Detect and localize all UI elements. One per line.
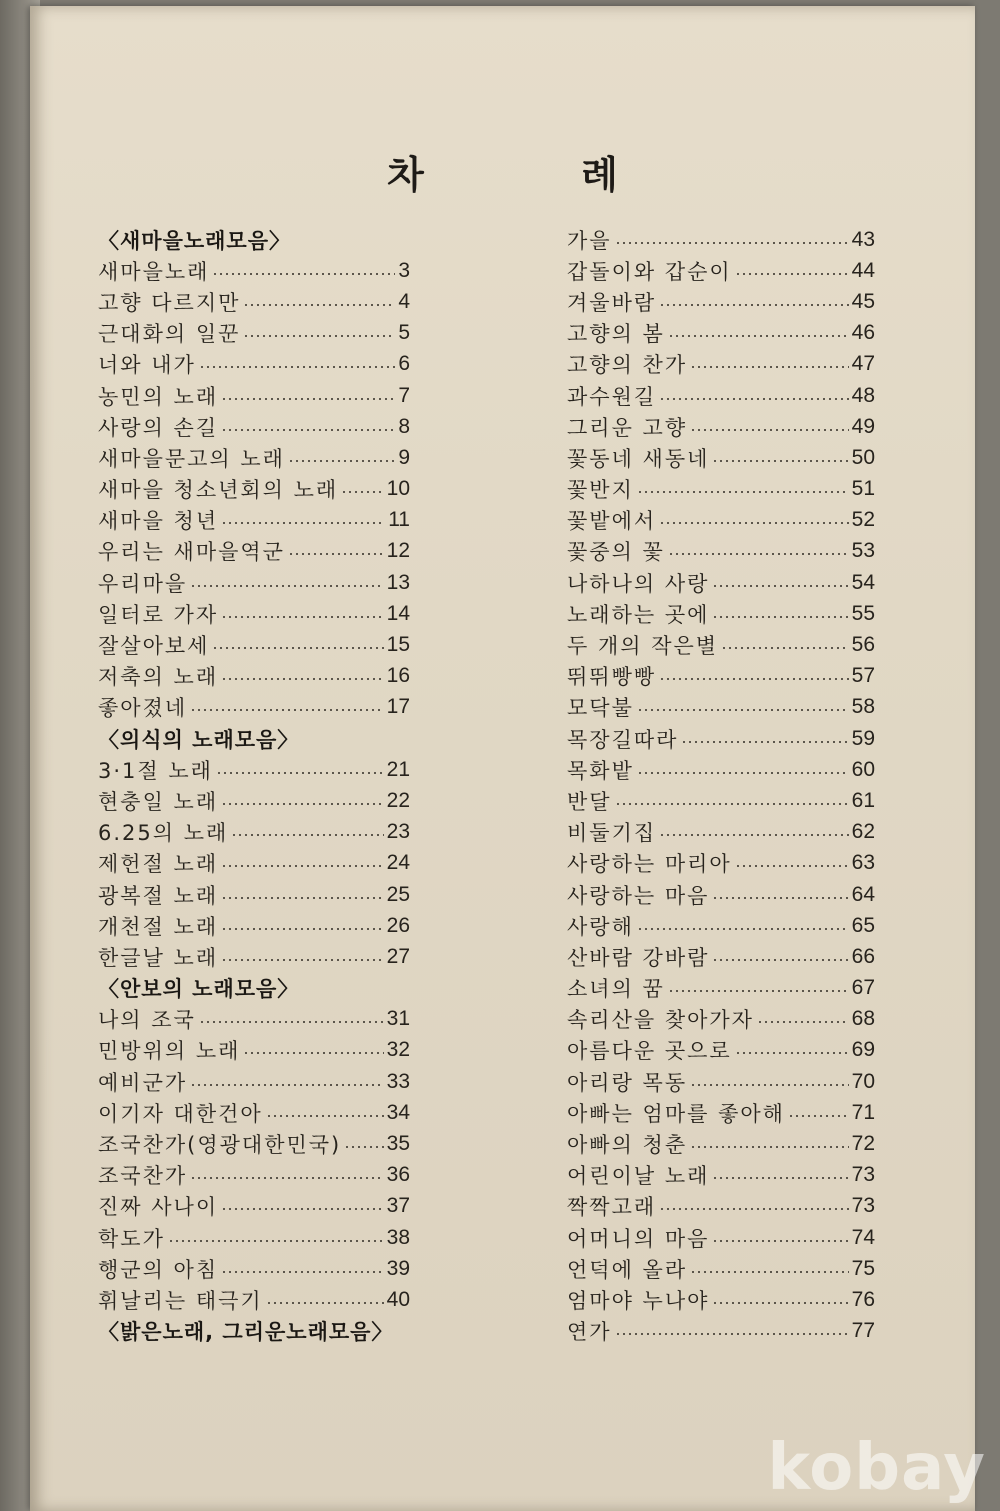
dot-leader	[288, 552, 384, 556]
song-title: 나하나의 사랑	[567, 571, 710, 596]
dot-leader	[288, 459, 395, 463]
dot-leader	[221, 677, 384, 681]
toc-section-heading	[98, 973, 410, 1004]
page-number: 11	[388, 508, 410, 532]
song-title: 어린이날 노래	[567, 1164, 710, 1189]
song-title: 6.25의 노래	[98, 821, 229, 846]
page-number: 62	[851, 820, 875, 844]
toc-entry	[567, 910, 875, 941]
dot-leader	[659, 1207, 848, 1211]
song-title: 민방위의 노래	[98, 1039, 241, 1064]
song-title: 비둘기집	[567, 821, 657, 846]
page-number: 63	[851, 851, 875, 875]
toc-entry	[98, 848, 410, 879]
toc-entry	[567, 692, 875, 723]
song-title: 나의 조국	[98, 1008, 196, 1033]
song-title: 새마을노래	[98, 259, 210, 284]
page-number: 25	[386, 882, 410, 906]
page-number: 65	[851, 913, 875, 937]
toc-entry	[98, 1191, 410, 1222]
song-title: 한글날 노래	[98, 945, 219, 970]
song-title: 언덕에 올라	[567, 1257, 688, 1282]
song-title: 고향의 찬가	[567, 353, 688, 378]
dot-leader	[341, 490, 383, 494]
page-number: 6	[398, 352, 410, 376]
toc-entry	[98, 879, 410, 910]
dot-leader	[690, 1145, 849, 1149]
toc-entry	[98, 505, 410, 536]
dot-leader	[221, 896, 384, 900]
song-title: 제헌절 노래	[98, 852, 219, 877]
page-number: 21	[386, 757, 410, 781]
page-number: 55	[851, 601, 875, 625]
dot-leader	[712, 896, 848, 900]
page-number: 48	[851, 383, 875, 407]
song-title: 이기자 대한건아	[98, 1101, 263, 1126]
page-number: 45	[851, 289, 875, 313]
dot-leader	[712, 1176, 848, 1180]
page-number: 14	[386, 601, 410, 625]
song-title: 겨울바람	[567, 290, 657, 315]
page-number: 75	[851, 1256, 875, 1280]
song-title: 새마을문고의 노래	[98, 446, 285, 471]
page-number: 67	[851, 976, 875, 1000]
dot-leader	[668, 334, 849, 338]
page-number: 54	[851, 570, 875, 594]
dot-leader	[637, 927, 849, 931]
dot-leader	[721, 646, 849, 650]
page-number: 61	[851, 788, 875, 812]
page-number: 5	[398, 321, 410, 345]
song-title: 모닥불	[567, 696, 634, 721]
toc-section-heading	[98, 1316, 410, 1347]
toc-entry	[567, 848, 875, 879]
dot-leader	[757, 1020, 849, 1024]
toc-left-column	[98, 224, 410, 1347]
toc-entry	[98, 1004, 410, 1035]
dot-leader	[221, 927, 384, 931]
toc-entry	[567, 567, 875, 598]
page-number: 50	[851, 445, 875, 469]
dot-leader	[221, 521, 385, 525]
toc-entry	[98, 1128, 410, 1159]
page-number: 44	[851, 258, 875, 282]
song-title: 일터로 가자	[98, 602, 219, 627]
page-number: 53	[851, 539, 875, 563]
toc-entry	[567, 1284, 875, 1315]
toc-entry	[567, 1066, 875, 1097]
song-title: 휘날리는 태극기	[98, 1288, 263, 1313]
song-title: 너와 내가	[98, 353, 196, 378]
section-title: 〈안보의 노래모음〉	[98, 977, 300, 1002]
dot-leader	[659, 397, 848, 401]
dot-leader	[668, 989, 849, 993]
page-number: 40	[386, 1287, 410, 1311]
toc-entry	[567, 255, 875, 286]
watermark-logo: kobay	[767, 1431, 986, 1505]
page-number: 31	[386, 1007, 410, 1031]
page-number: 32	[386, 1038, 410, 1062]
dot-leader	[712, 1301, 848, 1305]
song-title: 뛰뛰빵빵	[567, 665, 657, 690]
page-number: 22	[386, 788, 410, 812]
dot-leader	[668, 552, 849, 556]
song-title: 엄마야 누나야	[567, 1288, 710, 1313]
dot-leader	[190, 584, 383, 588]
page-number: 37	[386, 1194, 410, 1218]
page-number: 4	[398, 289, 410, 313]
toc-entry	[567, 349, 875, 380]
toc-entry	[567, 1222, 875, 1253]
toc-entry	[567, 723, 875, 754]
page-number: 39	[386, 1256, 410, 1280]
page-number: 9	[398, 445, 410, 469]
dot-leader	[659, 677, 848, 681]
toc-entry	[98, 817, 410, 848]
toc-entry	[567, 1160, 875, 1191]
page-number: 72	[851, 1132, 875, 1156]
song-title: 사랑의 손길	[98, 415, 219, 440]
toc-entry	[567, 754, 875, 785]
dot-leader	[221, 958, 384, 962]
dot-leader	[216, 771, 384, 775]
toc-entry	[98, 1035, 410, 1066]
toc-entry	[567, 817, 875, 848]
dot-leader	[712, 615, 848, 619]
dot-leader	[615, 241, 849, 245]
song-title: 목장길따라	[567, 727, 679, 752]
song-title: 꽃밭에서	[567, 509, 657, 534]
dot-leader	[637, 708, 849, 712]
toc-entry	[98, 910, 410, 941]
dot-leader	[615, 802, 849, 806]
toc-entry	[567, 598, 875, 629]
song-title: 광복절 노래	[98, 883, 219, 908]
toc-entry	[98, 255, 410, 286]
song-title: 두 개의 작은별	[567, 634, 719, 659]
page-number: 26	[386, 913, 410, 937]
toc-entry	[567, 474, 875, 505]
toc-entry	[567, 661, 875, 692]
dot-leader	[712, 584, 848, 588]
song-title: 고향의 봄	[567, 322, 665, 347]
song-title: 꽃중의 꽃	[567, 540, 665, 565]
song-title: 갑돌이와 갑순이	[567, 259, 732, 284]
toc-entry	[98, 941, 410, 972]
toc-entry	[98, 349, 410, 380]
section-title: 〈의식의 노래모음〉	[98, 727, 300, 752]
toc-entry	[567, 879, 875, 910]
toc-entry	[98, 567, 410, 598]
page-number: 43	[851, 227, 875, 251]
page-number: 59	[851, 726, 875, 750]
toc-entry	[98, 1160, 410, 1191]
page-number: 7	[398, 383, 410, 407]
page-number: 68	[851, 1007, 875, 1031]
toc-entry	[567, 1004, 875, 1035]
toc-entry	[98, 411, 410, 442]
dot-leader	[243, 1051, 383, 1055]
page-number: 38	[386, 1225, 410, 1249]
toc-entry	[98, 318, 410, 349]
toc-entry	[567, 286, 875, 317]
toc-entry	[98, 1253, 410, 1284]
dot-leader	[168, 1239, 384, 1243]
toc-section-heading	[98, 224, 410, 255]
toc-entry	[567, 380, 875, 411]
page-number: 10	[386, 477, 410, 501]
song-title: 조국찬가(영광대한민국)	[98, 1133, 342, 1158]
book-page	[30, 6, 975, 1511]
dot-leader	[212, 272, 395, 276]
page-number: 34	[386, 1100, 410, 1124]
toc-entry	[98, 536, 410, 567]
dot-leader	[659, 521, 848, 525]
dot-leader	[690, 1083, 849, 1087]
song-title: 아리랑 목동	[567, 1070, 688, 1095]
song-title: 우리는 새마을역군	[98, 540, 285, 565]
song-title: 짝짝고래	[567, 1195, 657, 1220]
song-title: 좋아졌네	[98, 696, 188, 721]
song-title: 고향 다르지만	[98, 290, 241, 315]
song-title: 꽃반지	[567, 478, 634, 503]
song-title: 연가	[567, 1320, 612, 1345]
page-number: 46	[851, 321, 875, 345]
page-title: 차 례	[387, 153, 690, 197]
song-title: 노래하는 곳에	[567, 602, 710, 627]
page-number: 16	[386, 664, 410, 688]
page-number: 76	[851, 1287, 875, 1311]
dot-leader	[190, 1176, 383, 1180]
dot-leader	[690, 365, 849, 369]
page-number: 12	[386, 539, 410, 563]
dot-leader	[221, 802, 384, 806]
page-number: 15	[386, 633, 410, 657]
song-title: 사랑해	[567, 914, 634, 939]
toc-entry	[567, 629, 875, 660]
page-number: 36	[386, 1163, 410, 1187]
dot-leader	[221, 1207, 384, 1211]
toc-entry	[98, 380, 410, 411]
toc-entry	[567, 1097, 875, 1128]
toc-entry	[567, 1035, 875, 1066]
dot-leader	[659, 303, 848, 307]
song-title: 잘살아보세	[98, 634, 210, 659]
toc-entry	[567, 411, 875, 442]
song-title: 과수원길	[567, 384, 657, 409]
page-number: 47	[851, 352, 875, 376]
dot-leader	[788, 1114, 849, 1118]
page-number: 24	[386, 851, 410, 875]
page-number: 27	[386, 944, 410, 968]
toc-entry	[567, 1128, 875, 1159]
toc-entry	[567, 785, 875, 816]
song-title: 그리운 고향	[567, 415, 688, 440]
dot-leader	[637, 771, 849, 775]
dot-leader	[243, 334, 395, 338]
toc-entry	[567, 224, 875, 255]
toc-entry	[98, 692, 410, 723]
dot-leader	[735, 864, 849, 868]
dot-leader	[681, 740, 848, 744]
page-number: 56	[851, 633, 875, 657]
section-title: 〈밝은노래, 그리운노래모음〉	[98, 1320, 394, 1345]
toc-entry	[98, 442, 410, 473]
toc-entry	[98, 474, 410, 505]
page-number: 23	[386, 820, 410, 844]
toc-entry	[567, 941, 875, 972]
song-title: 아빠는 엄마를 좋아해	[567, 1101, 785, 1126]
song-title: 조국찬가	[98, 1164, 188, 1189]
dot-leader	[190, 1083, 383, 1087]
song-title: 새마을 청소년회의 노래	[98, 478, 339, 503]
page-number: 64	[851, 882, 875, 906]
toc-entry	[567, 1253, 875, 1284]
toc-entry	[567, 318, 875, 349]
toc-entry	[98, 754, 410, 785]
toc-entry	[98, 598, 410, 629]
page-number: 73	[851, 1194, 875, 1218]
toc-section-heading	[98, 723, 410, 754]
dot-leader	[690, 1270, 849, 1274]
song-title: 3·1절 노래	[98, 758, 213, 783]
page-number: 8	[398, 414, 410, 438]
page-number: 3	[398, 258, 410, 282]
song-title: 사랑하는 마음	[567, 883, 710, 908]
page-number: 77	[851, 1319, 875, 1343]
page-number: 58	[851, 695, 875, 719]
dot-leader	[344, 1145, 383, 1149]
song-title: 사랑하는 마리아	[567, 852, 732, 877]
dot-leader	[637, 490, 849, 494]
song-title: 우리마을	[98, 571, 188, 596]
page-number: 73	[851, 1163, 875, 1187]
song-title: 새마을 청년	[98, 509, 219, 534]
song-title: 아빠의 청춘	[567, 1133, 688, 1158]
dot-leader	[712, 1239, 848, 1243]
dot-leader	[243, 303, 395, 307]
song-title: 행군의 아침	[98, 1257, 219, 1282]
dot-leader	[190, 708, 383, 712]
dot-leader	[221, 864, 384, 868]
toc-entry	[98, 629, 410, 660]
song-title: 저축의 노래	[98, 665, 219, 690]
toc-right-column	[567, 224, 875, 1347]
dot-leader	[712, 958, 848, 962]
page-number: 57	[851, 664, 875, 688]
toc-entry	[567, 973, 875, 1004]
dot-leader	[231, 833, 383, 837]
dot-leader	[735, 1051, 849, 1055]
dot-leader	[221, 1270, 384, 1274]
toc-entry	[98, 1284, 410, 1315]
toc-entry	[567, 536, 875, 567]
page-number: 49	[851, 414, 875, 438]
dot-leader	[221, 615, 384, 619]
song-title: 농민의 노래	[98, 384, 219, 409]
song-title: 산바람 강바람	[567, 945, 710, 970]
toc-entry	[98, 286, 410, 317]
song-title: 어머니의 마음	[567, 1226, 710, 1251]
toc-entry	[567, 442, 875, 473]
dot-leader	[735, 272, 849, 276]
toc-entry	[98, 1066, 410, 1097]
page-number: 60	[851, 757, 875, 781]
page-number: 35	[386, 1132, 410, 1156]
dot-leader	[266, 1301, 384, 1305]
song-title: 학도가	[98, 1226, 165, 1251]
page-number: 74	[851, 1225, 875, 1249]
page-number: 17	[386, 695, 410, 719]
section-title: 〈새마을노래모음〉	[98, 228, 292, 253]
toc-entry	[567, 505, 875, 536]
toc-entry	[567, 1191, 875, 1222]
song-title: 소녀의 꿈	[567, 977, 665, 1002]
song-title: 진짜 사나이	[98, 1195, 219, 1220]
dot-leader	[712, 459, 848, 463]
page-number: 69	[851, 1038, 875, 1062]
song-title: 예비군가	[98, 1070, 188, 1095]
dot-leader	[221, 397, 395, 401]
song-title: 반달	[567, 789, 612, 814]
page-number: 13	[386, 570, 410, 594]
toc-entry	[98, 785, 410, 816]
dot-leader	[212, 646, 383, 650]
toc-entry	[567, 1316, 875, 1347]
page-number: 33	[386, 1069, 410, 1093]
page-number: 70	[851, 1069, 875, 1093]
dot-leader	[659, 833, 848, 837]
dot-leader	[221, 428, 395, 432]
song-title: 목화밭	[567, 758, 634, 783]
toc-entry	[98, 1097, 410, 1128]
song-title: 개천절 노래	[98, 914, 219, 939]
page-number: 71	[851, 1100, 875, 1124]
song-title: 현충일 노래	[98, 789, 219, 814]
song-title: 아름다운 곳으로	[567, 1039, 732, 1064]
dot-leader	[615, 1332, 849, 1336]
page-number: 52	[851, 508, 875, 532]
toc-entry	[98, 661, 410, 692]
dot-leader	[199, 1020, 384, 1024]
song-title: 속리산을 찾아가자	[567, 1008, 754, 1033]
song-title: 근대화의 일꾼	[98, 322, 241, 347]
dot-leader	[199, 365, 395, 369]
song-title: 꽃동네 새동네	[567, 446, 710, 471]
song-title: 가을	[567, 228, 612, 253]
dot-leader	[266, 1114, 384, 1118]
toc-entry	[98, 1222, 410, 1253]
page-number: 66	[851, 944, 875, 968]
page-number: 51	[851, 477, 875, 501]
dot-leader	[690, 428, 849, 432]
